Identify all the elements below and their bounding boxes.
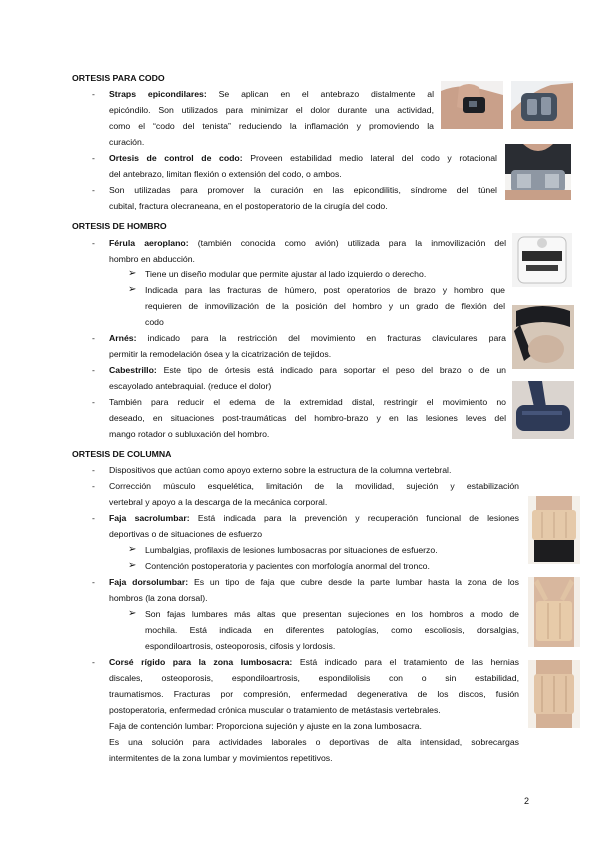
cabestrillo-line-2: escayolado antebraquial. (reduce el dolor) bbox=[109, 381, 272, 391]
tambien-line-2: deseado, en situaciones post-traumáticas del hombro-brazo y en las lesiones leves del bbox=[109, 413, 506, 423]
straps-line-4: curación. bbox=[109, 137, 145, 147]
corse-line-5: Faja de contención lumbar: Proporciona sujeción y ajuste en la zona lumbosacra. bbox=[109, 721, 422, 731]
ferula-sub-2-line-1: Indicada para las fracturas de húmero, post operatorios de brazo y hombro que bbox=[145, 285, 505, 295]
bullet-dash: - bbox=[92, 365, 95, 375]
control-line-1: Ortesis de control de codo: Proveen estabilidad medio lateral del codo y rotacional bbox=[109, 153, 497, 163]
correccion-line-2: vertebral y apoyo a la descarga de la mecánica corporal. bbox=[109, 497, 328, 507]
arrow-bullet: ➢ bbox=[128, 560, 137, 571]
page-number: 2 bbox=[524, 796, 530, 806]
corse-line-6: Es una solución para actividades laborales o deportivas de alta intensidad, sobrecargas bbox=[109, 737, 519, 747]
corse-line-2: discales, osteoporosis, espondiloartrosis, espondilolisis con o sin estabilidad, bbox=[109, 673, 519, 683]
sacrolumbar-sub-1: Lumbalgias, profilaxis de lesiones lumbosacras por situaciones de esfuerzo. bbox=[145, 545, 438, 555]
tambien-line-3: mango rotador o subluxación del hombro. bbox=[109, 429, 270, 439]
sacrolumbar-line-2: deportivas o de situaciones de esfuerzo bbox=[109, 529, 263, 539]
dorsolumbar-belt-photo bbox=[528, 577, 580, 647]
airplane-splint-photo bbox=[512, 233, 572, 287]
arrow-bullet: ➢ bbox=[128, 544, 137, 555]
corse-line-7: intermitentes de la zona lumbar y movimientos repetitivos. bbox=[109, 753, 333, 763]
corse-line-1: Corsé rígido para la zona lumbosacra: Está indicado para el tratamiento de las hernias bbox=[109, 657, 519, 667]
bullet-dash: - bbox=[92, 513, 95, 523]
bullet-dash: - bbox=[92, 481, 95, 491]
bullet-dash: - bbox=[92, 238, 95, 248]
ferula-line-1: Férula aeroplano: (también conocida como avión) utilizada para la inmovilización del bbox=[109, 238, 506, 248]
son-line-2: cubital, fractura olecraneana, en el postoperatorio de la cirugía del codo. bbox=[109, 201, 388, 211]
corse-line-4: postoperatoria, enfermedad crónica muscular o tratamiento de metástasis vertebrales. bbox=[109, 705, 441, 715]
straps-line-2: epicóndilo. Son utilizados para minimizar el dolor durante una actividad, bbox=[109, 105, 434, 115]
section-title-codo: ORTESIS PARA CODO bbox=[72, 73, 165, 83]
elbow-brace-photo bbox=[511, 81, 573, 129]
sling-photo bbox=[512, 381, 574, 439]
tambien-line-1: También para reducir el edema de la extremidad distal, restringir el movimiento no bbox=[109, 397, 506, 407]
dispositivos-line: Dispositivos que actúan como apoyo externo sobre la estructura de la columna vertebral. bbox=[109, 465, 452, 475]
rigid-corset-photo bbox=[528, 660, 580, 728]
dorsolumbar-sub-line-2: mochila. Está indicada en diferentes patologías, como escoliosis, dorsalgias, bbox=[145, 625, 519, 635]
arnes-line-1: Arnés: indicado para la restricción del movimiento en fracturas claviculares para bbox=[109, 333, 507, 343]
dorsolumbar-line-2: hombros (la zona dorsal). bbox=[109, 593, 208, 603]
bullet-dash: - bbox=[92, 153, 95, 163]
bullet-dash: - bbox=[92, 577, 95, 587]
sacrolumbar-sub-2: Contención postoperatoria y pacientes con morfología anormal del tronco. bbox=[145, 561, 430, 571]
ferula-line-2: hombro en abducción. bbox=[109, 254, 195, 264]
correccion-line-1: Corrección músculo esquelética, limitación de la movilidad, sujeción y estabilización bbox=[109, 481, 519, 491]
cabestrillo-line-1: Cabestrillo: Este tipo de órtesis está indicado para soportar el peso del brazo o de un bbox=[109, 365, 506, 375]
dorsolumbar-line-1: Faja dorsolumbar: Es un tipo de faja que cubre desde la parte lumbar hasta la zona de los bbox=[109, 577, 519, 587]
section-title-hombro: ORTESIS DE HOMBRO bbox=[72, 221, 167, 231]
corse-line-3: traumatismos. Fracturas por compresión, enfermedad degenerativa de los discos, fusión bbox=[109, 689, 519, 699]
straps-line-3: como el “codo del tenista” reduciendo la inflamación y promoviendo la bbox=[109, 121, 434, 131]
dorsolumbar-sub-line-1: Son fajas lumbares más altas que presentan sujeciones en los hombros a modo de bbox=[145, 609, 519, 619]
bullet-dash: - bbox=[92, 333, 95, 343]
bullet-dash: - bbox=[92, 465, 95, 475]
harness-photo bbox=[512, 305, 574, 369]
arrow-bullet: ➢ bbox=[128, 608, 137, 619]
elbow-strap-photo bbox=[441, 81, 503, 129]
dorsolumbar-sub-line-3: espondiloartrosis, osteoporosis, cifosis y lordosis. bbox=[145, 641, 336, 651]
section-title-columna: ORTESIS DE COLUMNA bbox=[72, 449, 172, 459]
arrow-bullet: ➢ bbox=[128, 284, 137, 295]
son-line-1: Son utilizadas para promover la curación en las epicondilitis, síndrome del túnel bbox=[109, 185, 497, 195]
bullet-dash: - bbox=[92, 657, 95, 667]
ferula-sub-2-line-2: requieren de inmovilización de la posición del hombro y un grado de flexión del bbox=[145, 301, 505, 311]
control-line-2: del antebrazo, limitan flexión o extensión del codo, o ambos. bbox=[109, 169, 342, 179]
bullet-dash: - bbox=[92, 89, 95, 99]
arrow-bullet: ➢ bbox=[128, 268, 137, 279]
bullet-dash: - bbox=[92, 185, 95, 195]
sacrolumbar-belt-photo bbox=[528, 496, 580, 564]
ferula-sub-1: Tiene un diseño modular que permite ajustar al lado izquierdo o derecho. bbox=[145, 269, 427, 279]
ferula-sub-2-line-3: codo bbox=[145, 317, 164, 327]
straps-line-1: Straps epicondilares: Se aplican en el antebrazo distalmente al bbox=[109, 89, 435, 99]
bullet-dash: - bbox=[92, 397, 95, 407]
arnes-line-2: permitir la remodelación ósea y la cicatrización de tejidos. bbox=[109, 349, 332, 359]
elbow-control-brace-photo bbox=[505, 144, 571, 200]
sacrolumbar-line-1: Faja sacrolumbar: Está indicada para la prevención y recuperación funcional de lesiones bbox=[109, 513, 520, 523]
